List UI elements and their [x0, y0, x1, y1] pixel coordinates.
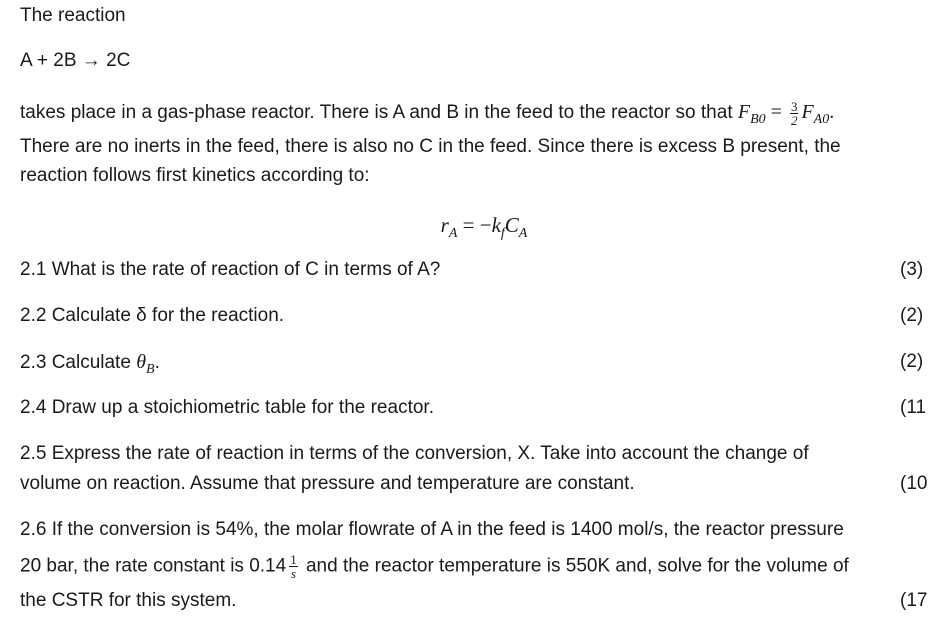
rate-law-equation: $r_A = -k_fC_A$ — [440, 213, 528, 241]
intro-paragraph-line-1 — [20, 100, 834, 132]
heading: The reaction — [20, 5, 126, 26]
question-2-5-line-1: 2.5 Express the rate of reaction in terms of the conversion, X. Take into account the change of — [20, 443, 809, 464]
fraction-one-over-s: $\frac{1}{s}$ — [290, 552, 297, 581]
intro-paragraph-line-2: There are no inerts in the feed, there is also no C in the feed. Since there is excess B present, the — [20, 136, 841, 157]
feed-ratio-formula: $F_{B0}$ = $\frac{3}{2}$ $F_{A0}$. — [737, 99, 835, 128]
question-2-3: 2.3 Calculate $\theta_B$. — [20, 351, 160, 377]
question-2-6-line-3: the CSTR for this system. — [20, 590, 237, 611]
theta-b-symbol: $\theta_B$ — [136, 351, 155, 377]
question-2-5-marks: (10 — [900, 473, 928, 494]
question-2-6-line-1: 2.6 If the conversion is 54%, the molar flowrate of A in the feed is 1400 mol/s, the reactor pressure — [20, 519, 844, 540]
question-2-5-line-2: volume on reaction. Assume that pressure and temperature are constant. — [20, 473, 635, 494]
question-2-3-marks: (2) — [900, 351, 924, 372]
intro-paragraph-line-3: reaction follows first kinetics according to: — [20, 165, 370, 186]
fraction-three-halves: $\frac{3}{2}$ — [790, 99, 798, 128]
question-2-4-marks: (11 — [900, 397, 927, 418]
question-2-2: 2.2 Calculate δ for the reaction. — [20, 305, 285, 326]
question-2-1: 2.1 What is the rate of reaction of C in terms of A? — [20, 259, 441, 280]
question-2-2-marks: (2) — [900, 305, 924, 326]
question-2-6-marks: (17 — [900, 590, 928, 611]
reaction-equation: A + 2B → 2C — [20, 50, 131, 71]
question-2-4: 2.4 Draw up a stoichiometric table for the reactor. — [20, 397, 434, 418]
question-2-6-line-2: 20 bar, the rate constant is 0.14 $\frac{1}{s}$ and the reactor temperature is 550K and, solve for the volume of — [20, 552, 849, 581]
question-2-1-marks: (3) — [900, 259, 924, 280]
intro-text: takes place in a gas-phase reactor. There is A and B in the feed to the reactor so that — [20, 102, 738, 124]
